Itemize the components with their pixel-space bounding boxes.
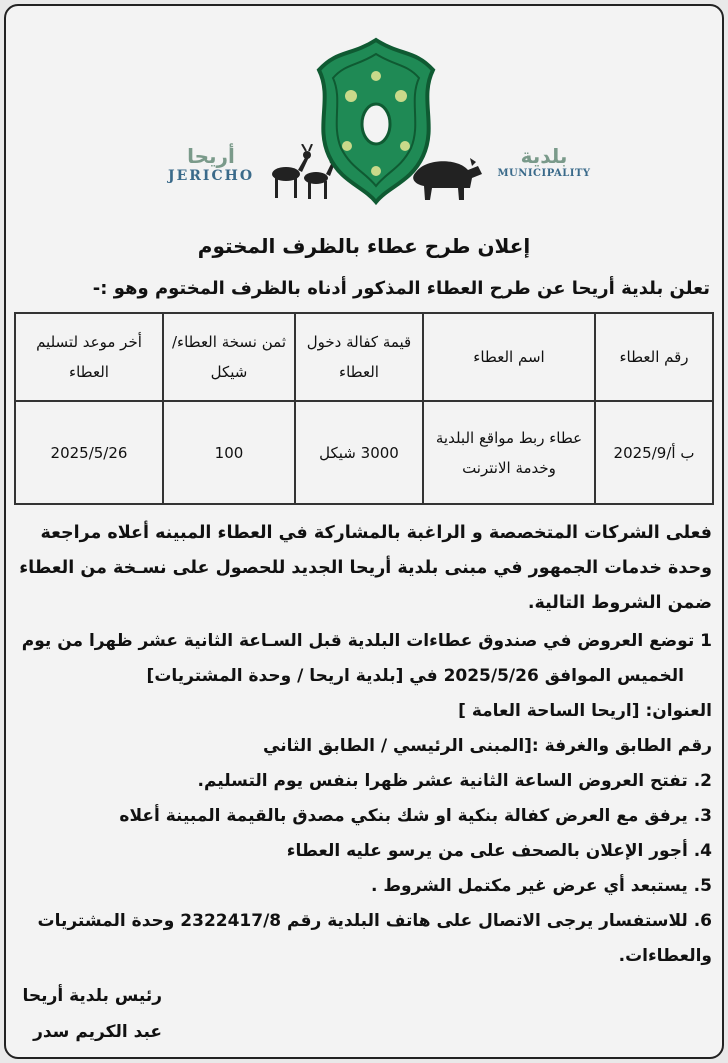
brand-municipality	[494, 144, 594, 179]
condition-address: العنوان: [اريحا الساحة العامة ]	[458, 701, 712, 721]
cell-copy-price: 100	[163, 401, 295, 504]
brand-left-arabic: أريحا	[187, 144, 235, 168]
body-paragraph	[12, 516, 712, 621]
announcement-title: إعلان طرح عطاء بالظرف المختوم	[197, 234, 531, 258]
cell-tender-number: ب أ/2025/9	[595, 401, 713, 504]
condition-4: 4. أجور الإعلان بالصحف على من يرسو عليه العطاء	[286, 841, 712, 861]
signature-block	[23, 978, 162, 1050]
brand-left-english: JERICHO	[167, 168, 255, 184]
condition-3: 3. يرفق مع العرض كفالة بنكية او شك بنكي مصدق بالقيمة المبينة أعلاه	[119, 806, 712, 826]
cell-tender-name: عطاء ربط مواقع البلدية وخدمة الانترنت	[423, 401, 595, 504]
signature-title: رئيس بلدية أريحا	[22, 986, 162, 1006]
condition-floor: رقم الطابق والغرفة :[المبنى الرئيسي / الطابق الثاني	[263, 736, 712, 756]
condition-5: 5. يستبعد أي عرض غير مكتمل الشروط .	[371, 876, 712, 896]
brand-right-english: MUNICIPALITY	[497, 168, 591, 179]
brand-jericho	[156, 144, 266, 184]
cell-deadline: 2025/5/26	[15, 401, 163, 504]
signature-name: عبد الكريم سدر	[33, 1022, 162, 1042]
announcement-intro: تعلن بلدية أريحا عن طرح العطاء المذكور أدناه بالظرف المختوم وهو :-	[92, 278, 710, 299]
header-deadline: أخر موعد لتسليم العطاء	[15, 313, 163, 401]
condition-1-line-2: الخميس الموافق 2025/5/26 في [بلدية اريحا / وحدة المشتريات]	[146, 666, 684, 686]
bull-icon	[406, 152, 486, 204]
brand-right-arabic: بلدية	[520, 144, 568, 168]
tender-table-header-row	[15, 313, 713, 401]
body-paragraph-text: فعلى الشركات المتخصصة و الراغبة بالمشاركة في العطاء المبينه أعلاه مراجعة وحدة خدمات الجمهور في مبنى بلدية أريحا الجديد للحصول على نسـخة من العطاء ضمن الشروط التالية.	[19, 523, 712, 613]
cell-guarantee-value: 3000 شيكل	[295, 401, 423, 504]
tender-table	[14, 312, 714, 505]
condition-6-line-1: 6. للاستفسار يرجى الاتصال على هاتف البلدية رقم 2322417/8 وحدة المشتريات	[37, 911, 712, 931]
header-guarantee-value: قيمة كفالة دخول العطاء	[295, 313, 423, 401]
condition-2: 2. تفتح العروض الساعة الثانية عشر ظهرا بنفس يوم التسليم.	[197, 771, 712, 791]
conditions-list	[12, 624, 712, 974]
header-tender-number: رقم العطاء	[595, 313, 713, 401]
announcement-frame	[4, 4, 724, 1059]
table-row	[15, 401, 713, 504]
condition-6-line-2: والعطاءات.	[618, 946, 712, 966]
condition-1-line-1: 1 توضع العروض في صندوق عطاءات البلدية قبل السـاعة الثانية عشر ظهرا من يوم	[21, 631, 712, 651]
header-tender-name: اسم العطاء	[423, 313, 595, 401]
header-copy-price: ثمن نسخة العطاء/شيكل	[163, 313, 295, 401]
header-logo-area	[6, 16, 722, 206]
